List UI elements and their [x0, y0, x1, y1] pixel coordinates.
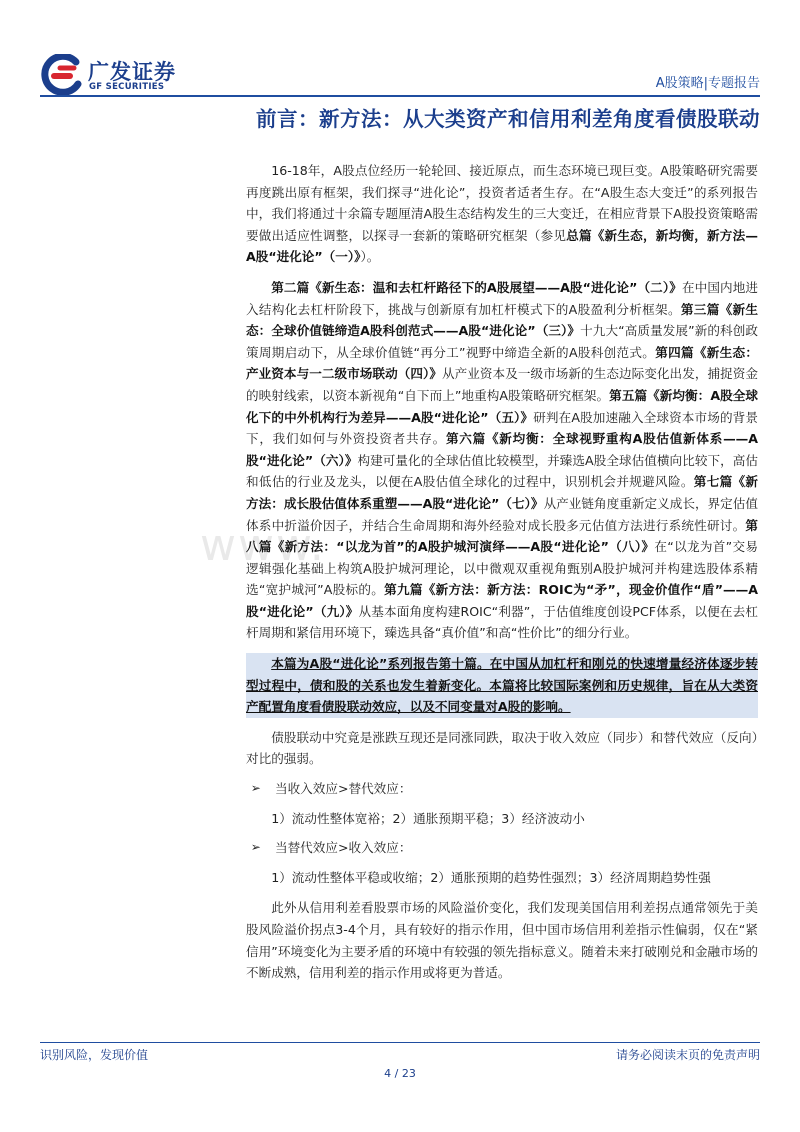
header-divider	[40, 95, 760, 97]
bullet-income-effect: ➢ 当收入效应>替代效应：	[246, 778, 758, 800]
effect-paragraph: 债股联动中究竟是涨跌互现还是同涨同跌，取决于收入效应（同步）和替代效应（反向）对比的强弱。	[246, 729, 758, 767]
footer-divider	[40, 1042, 760, 1043]
gf-securities-logo	[40, 54, 180, 98]
arrow-bullet-icon: ➢	[250, 781, 261, 796]
page-number: 4 / 23	[384, 1067, 416, 1080]
series-link-1: 总篇《新生态，新均衡，新方法—A股“进化论”（一）》	[246, 227, 759, 265]
bullet-substitution-effect: ➢ 当替代效应>收入效应：	[246, 837, 758, 859]
bullet-income-detail: 1）流动性整体宽裕；2）通胀预期平稳；3）经济波动小	[271, 810, 585, 826]
key-summary-paragraph: 本篇为A股“进化论”系列报告第十篇。在中国从加杠杆和刚兑的快速增量经济体逐步转型过程中，债和股的关系也发生着新变化。本篇将比较国际案例和历史规律，旨在从大类资产配置角度看债股联动效应，以及不同变量对A股的影响。	[246, 653, 758, 718]
report-type-label: A股策略|专题报告	[655, 76, 760, 91]
credit-spread-paragraph: 此外从信用利差看股票市场的风险溢价变化，我们发现美国信用利差拐点通常领先于美股风险溢价拐点3-4个月，具有较好的指示作用，但中国市场信用利差指示性偏弱，仅在“紧信用”环境变化为主要矛盾的环境中有较强的领先指标意义。随着未来打破刚兑和金融市场的不断成熟，信用利差的指示作用或将更为普适。	[246, 900, 758, 981]
brand-name-cn: 广发证券	[88, 60, 176, 84]
arrow-bullet-icon: ➢	[250, 840, 261, 855]
bullet-substitution-detail: 1）流动性整体平稳或收缩；2）通胀预期的趋势性强烈；3）经济周期趋势性强	[271, 869, 711, 885]
watermark: www.	[200, 520, 326, 571]
series-paragraph: 第二篇《新生态：温和去杠杆路径下的A股展望——A股“进化论”（二）》在中国内地进入结构化去杠杆阶段下，挑战与创新原有加杠杆模式下的A股盈利分析框架。第三篇《新生态：全球价值链缔造A股科创范式——A股“进化论”（三）》十九大“高质量发展”新的科创政策周期启动下，从全球价值链“再分工”视野中缔造全新的A股科创范式。第四篇《新生态：产业资本与一二级市场联动（四）》从产业资本及一级市场新的生态边际变化出发，捕捉资金的映射线索，以资本新视角“自下而上”地重构A股策略研究框架。第五篇《新均衡：A股全球化下的中外机构行为差异——A股“进化论”（五）》研判在A股加速融入全球资本市场的背景下，我们如何与外资投资者共存。第六篇《新均衡：全球视野重构A股估值新体系——A股“进化论”（六）》构建可量化的全球估值比较模型，并臻选A股全球估值横向比较下，高估和低估的行业及龙头，以便在A股估值全球化的过程中，识别机会并规避风险。第七篇《新方法：成长股估值体系重塑——A股“进化论”（七）》从产业链角度重新定义成长，界定估值体系中折溢价因子，并结合生命周期和海外经验对成长股多元估值方法进行系统性研讨。第八篇《新方法：“以龙为首”的A股护城河演绎——A股“进化论”（八）》在“以龙为首”交易逻辑强化基础上构筑A股护城河理论，以中微观双重视角甄别A股护城河并构建选股体系精选“宽护城河”A股标的。第九篇《新方法：新方法：ROIC为“矛”，现金价值作“盾”——A股“进化论”（九）》从基本面角度构建ROIC“利器”，于估值维度创设PCF体系，以便在去杠杆周期和紧信用环境下，臻选具备“真价值”和高“性价比”的细分行业。	[246, 279, 759, 641]
gf-logo-icon	[40, 54, 84, 98]
page-header	[40, 48, 760, 100]
footer-slogan: 识别风险，发现价值	[40, 1048, 149, 1062]
footer-disclaimer-note: 请务必阅读末页的免责声明	[615, 1048, 760, 1062]
intro-paragraph: 16-18年，A股点位经历一轮轮回、接近原点，而生态环境已现巨变。A股策略研究需要再度跳出原有框架，我们探寻“进化论”，投资者适者生存。在“A股生态大变迁”的系列报告中，我们将通过十余篇专题厘清A股生态结构发生的三大变迁，在相应背景下A股投资策略需要做出适应性调整，以探寻一套新的策略研究框架（参见总篇《新生态，新均衡，新方法—A股“进化论”（一）》）。	[246, 163, 759, 265]
page-title: 前言：新方法：从大类资产和信用利差角度看债股联动	[256, 107, 760, 131]
main-content	[246, 160, 758, 984]
brand-name-en: GF SECURITIES	[89, 82, 165, 92]
